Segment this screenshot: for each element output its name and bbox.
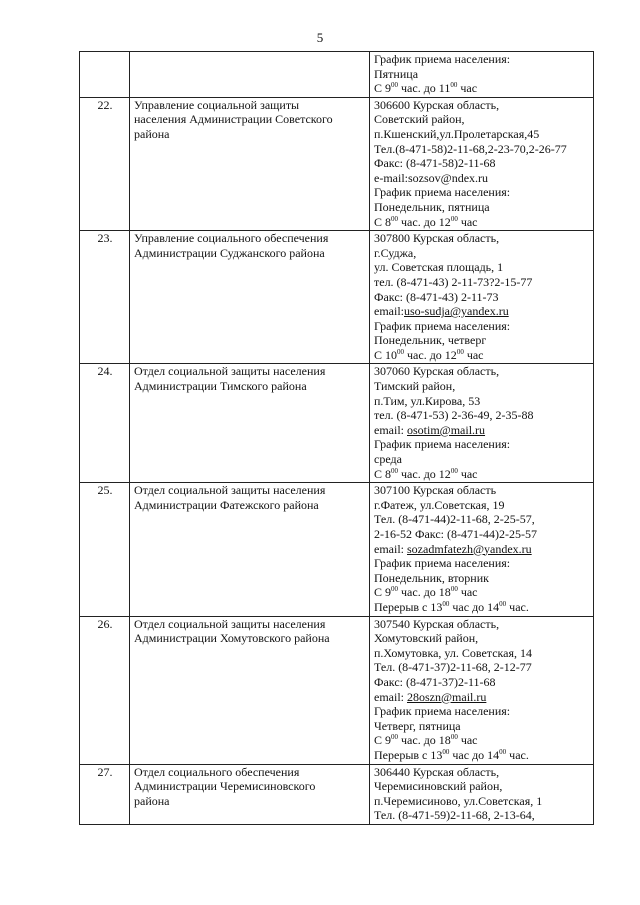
table-row [80,364,594,483]
contact-line: email:uso-sudja@yandex.ru [374,304,509,319]
page-number: 5 [316,30,324,45]
contact-details [370,483,594,616]
table-row [80,764,594,824]
organization-name [130,483,370,616]
row-number: 25. [80,483,130,616]
contact-details [370,52,594,98]
contact-line: среда [374,452,402,467]
table-row [80,483,594,616]
organization-name-line: Отдел социального обеспечения [134,764,300,779]
contact-line: ул. Советская площадь, 1 [374,260,504,275]
organization-name [130,52,370,98]
offices-table-body [80,52,594,825]
contact-line: Понедельник, четверг [374,333,487,348]
organization-name-line: населения Администрации Советского [134,112,333,127]
contact-line: п.Черемисиново, ул.Советская, 1 [374,793,543,808]
contact-line: email: 28oszn@mail.ru [374,689,487,704]
contact-line: Тел. (8-471-59)2-11-68, 2-13-64, [374,808,535,823]
offices-table [79,51,594,825]
organization-name-line: Отдел социальной защиты населения [134,483,326,498]
row-number: 24. [80,364,130,483]
organization-name [130,764,370,824]
time-minutes: 00 [499,747,507,756]
organization-name-line: района [134,793,170,808]
table-row [80,97,594,230]
contact-line: г.Суджа, [374,245,417,260]
contact-line: Пятница [374,66,419,81]
contact-line: 2-16-52 Факс: (8-471-44)2-25-57 [374,527,537,541]
contact-line: Факс: (8-471-43) 2-11-73 [374,289,499,304]
email-link[interactable]: 28oszn@mail.ru [407,689,487,704]
contact-line: Понедельник, вторник [374,570,489,585]
contact-line: С $9^{00}$ час. до $18^{00}$ час [374,733,478,748]
time-minutes: 00 [391,81,399,90]
organization-name-line: района [134,126,170,141]
row-number [80,52,130,98]
time-minutes: 00 [391,214,399,223]
contact-line: e-mail:sozsov@ndex.ru [374,170,489,185]
contact-details [370,764,594,824]
contact-line: С $8^{00}$ час. до $12^{00}$ час [374,214,478,229]
time-minutes: 00 [450,81,458,90]
contact-line: График приема населения: [374,556,511,571]
contact-line: График приема населения: [374,318,511,333]
row-number: 23. [80,231,130,364]
contact-line: С $9^{00}$ час. до $11^{00}$ час [374,81,478,96]
contact-line: Тел.(8-471-58)2-11-68,2-23-70,2-26-77 [374,141,567,156]
contact-line: Четверг, пятница [374,718,461,733]
contact-line: п.Тим, ул.Кирова, 53 [374,393,481,408]
contact-line: 307100 Курская область [374,483,497,498]
contact-line: email: osotim@mail.ru [374,422,486,437]
organization-name-line: Администрации Суджанского района [134,245,325,260]
row-number: 27. [80,764,130,824]
contact-line: г.Фатеж, ул.Советская, 19 [374,497,505,512]
contact-line: Тел. (8-471-37)2-11-68, 2-12-77 [374,660,532,675]
organization-name-line: Управление социального обеспечения [134,231,329,246]
contact-line: 307800 Курская область, [374,231,500,246]
organization-name-line: Администрации Тимского района [134,379,307,394]
contact-line: Перерыв с $13^{00}$ час до $14^{00}$ час. [374,599,529,614]
contact-line: Факс: (8-471-37)2-11-68 [374,674,496,689]
time-minutes: 00 [397,347,405,356]
organization-name-line: Администрации Хомутовского района [134,631,330,646]
contact-line: С $10^{00}$ час. до $12^{00}$ час [374,347,484,362]
time-minutes: 00 [450,585,458,594]
organization-name-line: Администрации Черемисиновского [134,779,316,794]
time-minutes: 00 [456,347,464,356]
contact-details [370,616,594,764]
organization-name-line: Администрации Фатежского района [134,497,319,512]
contact-line: График приема населения: [374,704,511,719]
contact-line: 307540 Курская область, [374,616,500,631]
organization-name-line: Управление социальной защиты [134,97,300,112]
contact-line: График приема населения: [374,185,511,200]
contact-line: График приема населения: [374,52,511,66]
organization-name [130,231,370,364]
time-minutes: 00 [442,599,450,608]
contact-line: 306600 Курская область, [374,97,500,112]
time-minutes: 00 [499,599,507,608]
contact-line: График приема населения: [374,437,511,452]
contact-line: Хомутовский район, [374,631,479,646]
contact-line: С $9^{00}$ час. до $18^{00}$ час [374,585,478,600]
organization-name [130,364,370,483]
contact-line: п.Хомутовка, ул. Советская, 14 [374,645,533,660]
time-minutes: 00 [450,214,458,223]
time-minutes: 00 [442,747,450,756]
contact-line: 306440 Курская область, [374,764,500,779]
organization-name-line: Отдел социальной защиты населения [134,616,326,631]
row-number: 22. [80,97,130,230]
contact-line: тел. (8-471-43) 2-11-73?2-15-77 [374,274,533,289]
contact-line: Тимский район, [374,379,456,394]
organization-name [130,616,370,764]
organization-name [130,97,370,230]
contact-line: п.Кшенский,ул.Пролетарская,45 [374,126,540,141]
contact-details [370,97,594,230]
contact-line: С $8^{00}$ час. до $12^{00}$ час [374,466,478,481]
table-row [80,52,594,98]
contact-line: email: sozadmfatezh@yandex.ru [374,541,532,556]
time-minutes: 00 [391,466,399,475]
contact-line: Понедельник, пятница [374,199,490,214]
contact-line: Перерыв с $13^{00}$ час до $14^{00}$ час. [374,747,529,762]
contact-line: Советский район, [374,112,465,127]
row-number: 26. [80,616,130,764]
contact-details [370,364,594,483]
email-link[interactable]: uso-sudja@yandex.ru [404,304,509,319]
table-row [80,616,594,764]
organization-name-line: Отдел социальной защиты населения [134,364,326,379]
time-minutes: 00 [450,466,458,475]
contact-line: 307060 Курская область, [374,364,500,379]
time-minutes: 00 [450,733,458,742]
contact-line: Черемисиновский район, [374,779,503,794]
time-minutes: 00 [391,733,399,742]
contact-details [370,231,594,364]
email-link[interactable]: osotim@mail.ru [407,422,486,437]
table-row [80,231,594,364]
time-minutes: 00 [391,585,399,594]
contact-line: тел. (8-471-53) 2-36-49, 2-35-88 [374,408,534,423]
contact-line: Факс: (8-471-58)2-11-68 [374,156,496,171]
contact-line: Тел. (8-471-44)2-11-68, 2-25-57, [374,512,535,527]
email-link[interactable]: sozadmfatezh@yandex.ru [407,541,532,556]
